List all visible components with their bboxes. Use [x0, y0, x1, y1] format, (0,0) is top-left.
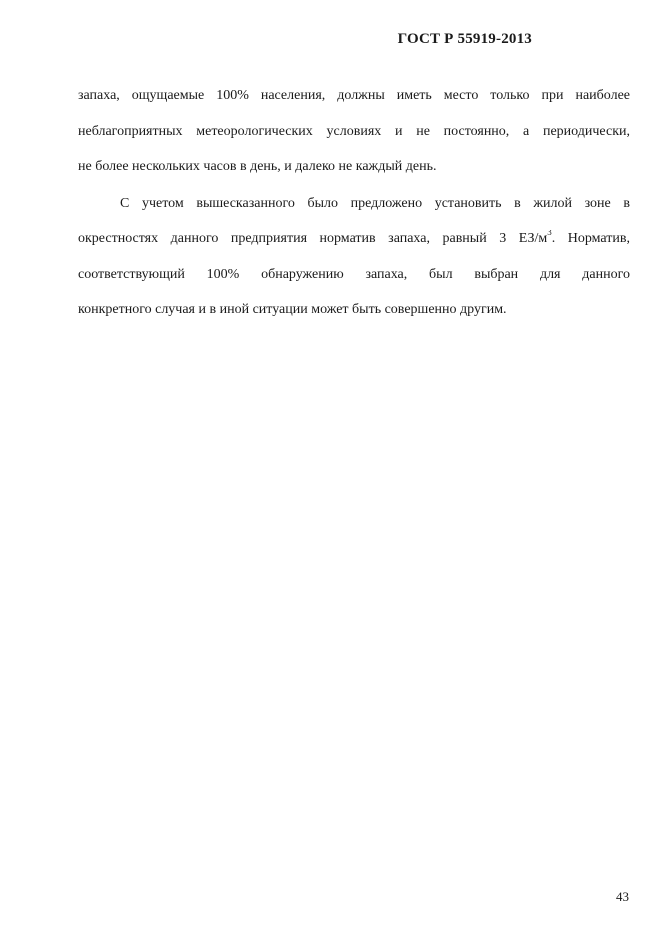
page-number: 43: [616, 889, 629, 904]
paragraph-2-line-4: конкретного случая и в иной ситуации может быть совершенно другим.: [78, 302, 507, 317]
paragraph-1-line-2: неблагоприятных метеорологических условиях и не постоянно, а периодически,: [78, 124, 630, 139]
paragraph-2-line-3: соответствующий 100% обнаружению запаха, был выбран для данного: [78, 267, 630, 282]
paragraph-2-line-2-tail: . Норматив,: [551, 231, 630, 246]
paragraph-1-line-1: запаха, ощущаемые 100% населения, должны иметь место только при наиболее: [78, 88, 630, 103]
paragraph-2-line-2-text: окрестностях данного предприятия норматив запаха, равный 3 ЕЗ/м: [78, 231, 548, 246]
paragraph-2-line-1: С учетом вышесказанного было предложено установить в жилой зоне в: [120, 196, 630, 211]
unit-superscript: 3: [547, 230, 552, 238]
paragraph-2-line-2: [78, 230, 630, 248]
paragraph-1-line-3: не более нескольких часов в день, и далеко не каждый день.: [78, 159, 437, 174]
document-standard-header: ГОСТ Р 55919-2013: [397, 31, 532, 47]
